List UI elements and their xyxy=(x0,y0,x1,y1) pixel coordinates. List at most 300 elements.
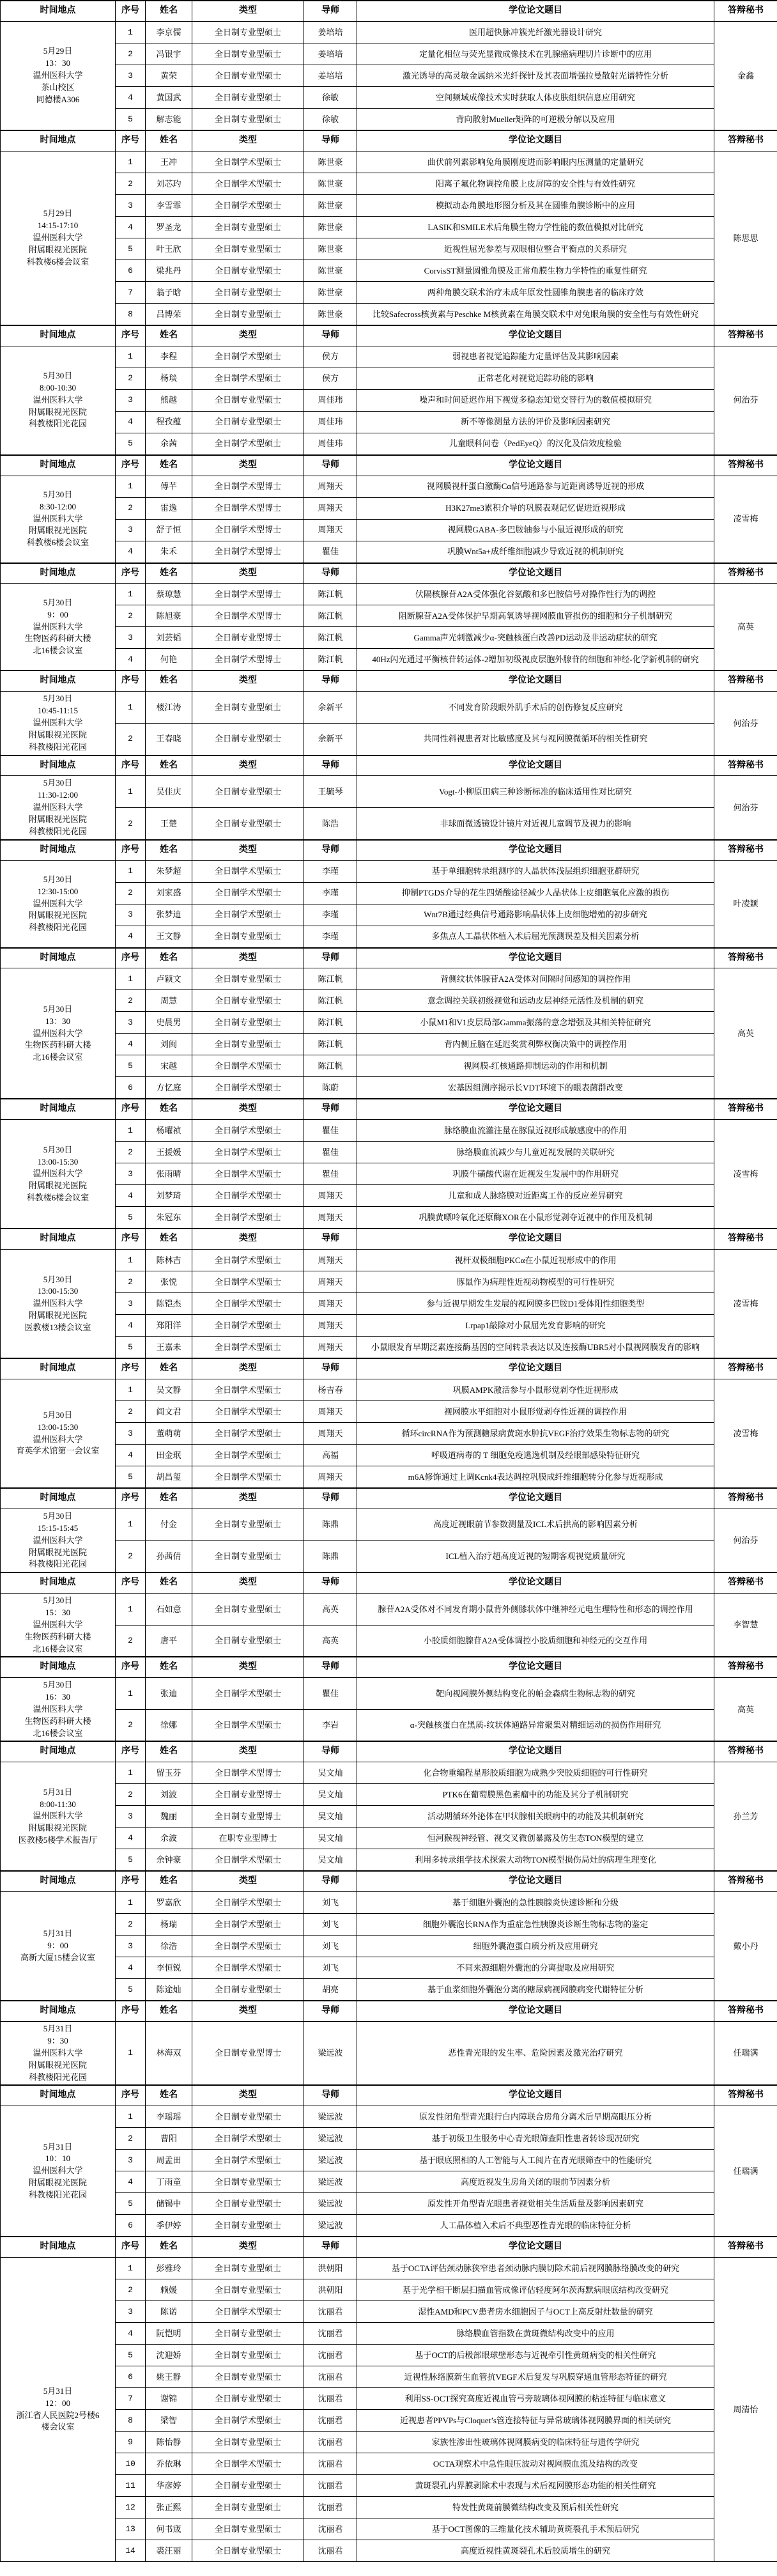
advisor-name-cell: 陈江帆 xyxy=(304,968,357,990)
student-type-cell: 全日制学术型博士 xyxy=(192,497,304,519)
thesis-title-cell: 阳离子氟化物调控角膜上皮屏障的安全性与有效性研究 xyxy=(357,173,714,194)
student-name-cell: 冯银宇 xyxy=(146,43,192,65)
row-number-cell: 11 xyxy=(116,2475,146,2497)
thesis-title-cell: 小鼠M1和V1皮层局部Gamma振荡的意念增强及其相关特征研究 xyxy=(357,1012,714,1034)
time-location-line: 16：30 xyxy=(45,1692,70,1702)
time-location-line: 附属眼视光医院 xyxy=(28,1181,87,1191)
time-location-line: 附属眼视光医院 xyxy=(28,2178,87,2188)
column-header-secretary: 答辩秘书 xyxy=(714,563,777,584)
student-type-cell: 全日制专业型硕士 xyxy=(192,2193,304,2215)
time-location-line: 温州医科大学 xyxy=(33,232,83,242)
time-location-line: 温州医科大学 xyxy=(33,802,83,812)
thesis-title-cell: 非球面微透镜设计镜片对近视儿童调节及视力的影响 xyxy=(357,807,714,839)
student-name-cell: 陈铠杰 xyxy=(146,1293,192,1315)
column-header-title: 学位论文题目 xyxy=(357,130,714,151)
student-name-cell: 熊越 xyxy=(146,389,192,411)
student-type-cell: 全日制专业型硕士 xyxy=(192,389,304,411)
table-row xyxy=(1,1540,777,1572)
column-header-time-location: 时间地点 xyxy=(1,1741,116,1762)
table-row xyxy=(1,1784,777,1806)
column-header-no: 序号 xyxy=(116,756,146,776)
student-name-cell: 张雨晴 xyxy=(146,1163,192,1185)
time-location-line: 附属眼视光医院 xyxy=(28,525,87,536)
section-header-row xyxy=(1,1572,777,1593)
table-row xyxy=(1,260,777,281)
row-number-cell: 7 xyxy=(116,281,146,303)
table-row xyxy=(1,303,777,325)
student-type-cell: 全日制学术型博士 xyxy=(192,476,304,497)
student-name-cell: 赖媛 xyxy=(146,2279,192,2301)
section-header-row xyxy=(1,1099,777,1119)
student-type-cell: 全日制学术型硕士 xyxy=(192,2150,304,2171)
time-location-cell xyxy=(1,584,116,671)
column-header-name: 姓名 xyxy=(146,1099,192,1119)
row-number-cell: 5 xyxy=(116,1849,146,1872)
student-name-cell: 郑阳洋 xyxy=(146,1315,192,1337)
column-header-type: 类型 xyxy=(192,2001,304,2021)
student-name-cell: 刘芯玓 xyxy=(146,173,192,194)
section-header-row xyxy=(1,671,777,691)
thesis-title-cell: 曲伏前列素影响兔角膜刚度进而影响眼内压测量的定量研究 xyxy=(357,151,714,173)
column-header-time-location: 时间地点 xyxy=(1,2085,116,2106)
row-number-cell: 3 xyxy=(116,2301,146,2323)
student-type-cell: 全日制专业型硕士 xyxy=(192,692,304,723)
column-header-name: 姓名 xyxy=(146,563,192,584)
time-location-line: 15：30 xyxy=(45,1607,70,1617)
advisor-name-cell: 陈世豪 xyxy=(304,303,357,325)
student-type-cell: 全日制学术型硕士 xyxy=(192,1678,304,1709)
column-header-title: 学位论文题目 xyxy=(357,1572,714,1593)
student-type-cell: 全日制专业型硕士 xyxy=(192,43,304,65)
column-header-time-location: 时间地点 xyxy=(1,1,116,21)
row-number-cell: 2 xyxy=(116,2279,146,2301)
time-location-line: 温州医科大学 xyxy=(33,2166,83,2176)
time-location-line: 科教楼阳光花园 xyxy=(28,826,87,836)
column-header-title: 学位论文题目 xyxy=(357,1229,714,1249)
student-name-cell: 杨琰 xyxy=(146,368,192,389)
column-header-advisor: 导师 xyxy=(304,325,357,346)
student-name-cell: 徐娜 xyxy=(146,1709,192,1741)
student-type-cell: 全日制学术型硕士 xyxy=(192,1120,304,1142)
column-header-title: 学位论文题目 xyxy=(357,2085,714,2106)
row-number-cell: 3 xyxy=(116,1293,146,1315)
row-number-cell: 3 xyxy=(116,194,146,216)
row-number-cell: 2 xyxy=(116,990,146,1012)
row-number-cell: 5 xyxy=(116,238,146,260)
student-name-cell: 吕博荣 xyxy=(146,303,192,325)
column-header-no: 序号 xyxy=(116,1572,146,1593)
time-location-line: 10：10 xyxy=(45,2153,70,2164)
column-header-no: 序号 xyxy=(116,455,146,476)
time-location-line: 5月29日 xyxy=(43,46,73,56)
thesis-title-cell: 视网膜水平细胞对小鼠形觉剥夺性近视的调控作用 xyxy=(357,1401,714,1423)
column-header-no: 序号 xyxy=(116,1,146,21)
time-location-line: 5月31日 xyxy=(43,2141,73,2152)
row-number-cell: 3 xyxy=(116,1423,146,1445)
time-location-line: 5月31日 xyxy=(43,1787,73,1797)
time-location-line: 5月30日 xyxy=(43,874,73,884)
row-number-cell: 14 xyxy=(116,2540,146,2562)
time-location-line: 5月30日 xyxy=(43,1409,73,1420)
row-number-cell: 8 xyxy=(116,2410,146,2432)
thesis-title-cell: 正常老化对视觉追踪功能的影响 xyxy=(357,368,714,389)
student-name-cell: 舒子恒 xyxy=(146,519,192,541)
student-name-cell: 李京儒 xyxy=(146,21,192,43)
time-location-line: 5月30日 xyxy=(43,694,73,704)
student-type-cell: 全日制专业型硕士 xyxy=(192,2345,304,2366)
student-type-cell: 全日制学术型硕士 xyxy=(192,1892,304,1914)
table-row xyxy=(1,151,777,173)
thesis-title-cell: 脉络膜血管指数在黄斑微结构改变中的应用 xyxy=(357,2323,714,2345)
student-name-cell: 杨曜祯 xyxy=(146,1120,192,1142)
time-location-line: 5月31日 xyxy=(43,2024,73,2034)
table-row xyxy=(1,990,777,1012)
column-header-advisor: 导师 xyxy=(304,1572,357,1593)
time-location-line: 5月30日 xyxy=(43,597,73,607)
thesis-title-cell: 高度近视发生房角关闭的眼前节因素分析 xyxy=(357,2171,714,2193)
table-row xyxy=(1,1077,777,1099)
column-header-title: 学位论文题目 xyxy=(357,1741,714,1762)
schedule-table-body xyxy=(1,1,777,2562)
thesis-title-cell: 视网膜GABA-多巴胺轴参与小鼠近视形成的研究 xyxy=(357,519,714,541)
table-row xyxy=(1,1293,777,1315)
table-row xyxy=(1,1120,777,1142)
table-row xyxy=(1,692,777,723)
table-row xyxy=(1,2323,777,2345)
row-number-cell: 3 xyxy=(116,1012,146,1034)
column-header-title: 学位论文题目 xyxy=(357,1358,714,1379)
student-type-cell: 全日制学术型硕士 xyxy=(192,1185,304,1207)
table-row xyxy=(1,1957,777,1979)
thesis-title-cell: 近视性屈光参差与双眼相位整合平衡点的关系研究 xyxy=(357,238,714,260)
student-type-cell: 全日制学术型硕士 xyxy=(192,2453,304,2475)
table-row xyxy=(1,2150,777,2171)
time-location-line: 温州医科大学 xyxy=(33,1298,83,1308)
thesis-title-cell: 儿童和成人脉络膜对近距离工作的反应差异研究 xyxy=(357,1185,714,1207)
column-header-time-location: 时间地点 xyxy=(1,1657,116,1677)
thesis-title-cell: 噪声和时间延迟作用下视觉多稳态知觉交替行为的数值模拟研究 xyxy=(357,389,714,411)
table-row xyxy=(1,216,777,238)
student-name-cell: 朱冠东 xyxy=(146,1207,192,1229)
time-location-line: 医教楼5楼学术报告厅 xyxy=(18,1835,98,1845)
student-type-cell: 全日制专业型博士 xyxy=(192,2022,304,2086)
row-number-cell: 1 xyxy=(116,860,146,882)
thesis-title-cell: 基于OCT的后极部眼球壁形态与近视牵引性黄斑病变的相关性研究 xyxy=(357,2345,714,2366)
table-row xyxy=(1,1142,777,1163)
section-header-row xyxy=(1,1871,777,1891)
student-name-cell: 黄荣 xyxy=(146,65,192,86)
column-header-time-location: 时间地点 xyxy=(1,1871,116,1891)
table-row xyxy=(1,1185,777,1207)
row-number-cell: 9 xyxy=(116,2432,146,2453)
row-number-cell: 5 xyxy=(116,1207,146,1229)
column-header-advisor: 导师 xyxy=(304,1657,357,1677)
column-header-no: 序号 xyxy=(116,1099,146,1119)
table-row xyxy=(1,2279,777,2301)
column-header-advisor: 导师 xyxy=(304,2001,357,2021)
student-type-cell: 全日制专业型硕士 xyxy=(192,2432,304,2453)
student-type-cell: 全日制专业型硕士 xyxy=(192,990,304,1012)
row-number-cell: 2 xyxy=(116,1142,146,1163)
student-name-cell: 王春晓 xyxy=(146,723,192,755)
student-name-cell: 谢锦 xyxy=(146,2388,192,2410)
row-number-cell: 4 xyxy=(116,541,146,563)
thesis-title-cell: CorvisST测量圆锥角膜及正常角膜生物力学特性的重复性研究 xyxy=(357,260,714,281)
thesis-title-cell: 背内侧丘脑在延迟奖赏利弊权衡决策中的调控作用 xyxy=(357,1034,714,1055)
student-type-cell: 全日制学术型硕士 xyxy=(192,882,304,904)
student-name-cell: 王文静 xyxy=(146,926,192,948)
student-type-cell: 全日制专业型硕士 xyxy=(192,1594,304,1625)
student-name-cell: 华彦婷 xyxy=(146,2475,192,2497)
advisor-name-cell: 陈世豪 xyxy=(304,173,357,194)
row-number-cell: 12 xyxy=(116,2497,146,2518)
section-header-row xyxy=(1,948,777,968)
student-type-cell: 全日制学术型硕士 xyxy=(192,2410,304,2432)
time-location-cell xyxy=(1,1250,116,1359)
time-location-line: 13：30 xyxy=(45,58,70,68)
column-header-secretary: 答辩秘书 xyxy=(714,948,777,968)
thesis-title-cell: 参与近视早期发生发展的视网膜多巴胺D1受体阳性细胞类型 xyxy=(357,1293,714,1315)
thesis-title-cell: 新不等像测量方法的评价及影响因素研究 xyxy=(357,411,714,433)
student-name-cell: 宋越 xyxy=(146,1055,192,1077)
row-number-cell: 4 xyxy=(116,2323,146,2345)
column-header-type: 类型 xyxy=(192,1099,304,1119)
student-name-cell: 王楚 xyxy=(146,807,192,839)
time-location-line: 北16楼会议室 xyxy=(33,1643,83,1654)
column-header-advisor: 导师 xyxy=(304,671,357,691)
table-row xyxy=(1,2497,777,2518)
advisor-name-cell: 侯方 xyxy=(304,346,357,368)
column-header-name: 姓名 xyxy=(146,1358,192,1379)
column-header-time-location: 时间地点 xyxy=(1,2237,116,2257)
time-location-line: 医教楼13楼会议室 xyxy=(24,1323,91,1332)
student-name-cell: 方忆庭 xyxy=(146,1077,192,1099)
time-location-line: 5月30日 xyxy=(43,489,73,499)
row-number-cell: 5 xyxy=(116,108,146,130)
column-header-title: 学位论文题目 xyxy=(357,563,714,584)
section-header-row xyxy=(1,455,777,476)
row-number-cell: 5 xyxy=(116,433,146,455)
table-row xyxy=(1,1678,777,1709)
thesis-title-cell: 恒河猴视神经管、视交叉微创暴露及仿生态TON模型的建立 xyxy=(357,1827,714,1849)
student-type-cell: 全日制学术型硕士 xyxy=(192,433,304,455)
row-number-cell: 1 xyxy=(116,2106,146,2128)
advisor-name-cell: 周翔天 xyxy=(304,1250,357,1271)
student-type-cell: 全日制专业型硕士 xyxy=(192,1012,304,1034)
student-type-cell: 在职专业型博士 xyxy=(192,1827,304,1849)
advisor-name-cell: 周翔天 xyxy=(304,1185,357,1207)
time-location-cell xyxy=(1,151,116,325)
table-row xyxy=(1,1762,777,1784)
time-location-line: 5月30日 xyxy=(43,1680,73,1690)
section-header-row xyxy=(1,325,777,346)
column-header-no: 序号 xyxy=(116,1358,146,1379)
time-location-line: 楼会议室 xyxy=(41,2422,75,2432)
student-type-cell: 全日制专业型硕士 xyxy=(192,216,304,238)
time-location-line: 5月30日 xyxy=(43,778,73,788)
student-type-cell: 全日制学术型硕士 xyxy=(192,1315,304,1337)
time-location-line: 生物医药科研大楼 xyxy=(24,1716,91,1726)
row-number-cell: 4 xyxy=(116,216,146,238)
column-header-type: 类型 xyxy=(192,1741,304,1762)
column-header-advisor: 导师 xyxy=(304,130,357,151)
student-name-cell: 魏丽 xyxy=(146,1806,192,1827)
student-type-cell: 全日制学术型硕士 xyxy=(192,1379,304,1401)
time-location-line: 15:15-15:45 xyxy=(37,1523,79,1533)
advisor-name-cell: 陈世豪 xyxy=(304,281,357,303)
row-number-cell: 4 xyxy=(116,411,146,433)
advisor-name-cell: 陈江帆 xyxy=(304,990,357,1012)
table-row xyxy=(1,86,777,108)
table-row xyxy=(1,519,777,541)
time-location-line: 附属眼视光医院 xyxy=(28,407,87,417)
thesis-title-cell: 基于初级卫生服务中心青光眼筛查阳性患者转诊现况研究 xyxy=(357,2128,714,2150)
student-type-cell: 全日制专业型硕士 xyxy=(192,1625,304,1657)
student-type-cell: 全日制专业型硕士 xyxy=(192,2106,304,2128)
column-header-title: 学位论文题目 xyxy=(357,1657,714,1677)
secretary-cell: 李智慧 xyxy=(714,1594,777,1657)
student-type-cell: 全日制专业型博士 xyxy=(192,1806,304,1827)
column-header-name: 姓名 xyxy=(146,1741,192,1762)
row-number-cell: 4 xyxy=(116,1957,146,1979)
table-row xyxy=(1,904,777,926)
student-type-cell: 全日制学术型硕士 xyxy=(192,1957,304,1979)
student-type-cell: 全日制学术型硕士 xyxy=(192,1914,304,1936)
advisor-name-cell: 李岩 xyxy=(304,1709,357,1741)
thesis-title-cell: 不同发育阶段眼外肌手术后的创伤修复反应研究 xyxy=(357,692,714,723)
thesis-title-cell: 抑制PTGDS介导的花生四烯酸途径减少人晶状体上皮细胞氧化应激的损伤 xyxy=(357,882,714,904)
time-location-line: 5月30日 xyxy=(43,371,73,381)
column-header-type: 类型 xyxy=(192,1488,304,1509)
secretary-cell: 何治芬 xyxy=(714,1509,777,1573)
advisor-name-cell: 沈丽君 xyxy=(304,2323,357,2345)
advisor-name-cell: 杨吉春 xyxy=(304,1379,357,1401)
time-location-line: 科教楼阳光花园 xyxy=(28,741,87,752)
student-type-cell: 全日制学术型硕士 xyxy=(192,1709,304,1741)
column-header-name: 姓名 xyxy=(146,948,192,968)
thesis-title-cell: 基于单细胞转录组测序的人晶状体浅层组织细胞亚群研究 xyxy=(357,860,714,882)
student-name-cell: 李瑶瑶 xyxy=(146,2106,192,2128)
section-header-row xyxy=(1,2001,777,2021)
student-name-cell: 张迪 xyxy=(146,1678,192,1709)
column-header-secretary: 答辩秘书 xyxy=(714,671,777,691)
table-row xyxy=(1,649,777,671)
row-number-cell: 1 xyxy=(116,2258,146,2279)
column-header-time-location: 时间地点 xyxy=(1,1572,116,1593)
time-location-cell xyxy=(1,1678,116,1742)
thesis-title-cell: 小胶质细胞腺苷A2A受体调控小胶质细胞和神经元的交互作用 xyxy=(357,1625,714,1657)
advisor-name-cell: 梁远波 xyxy=(304,2128,357,2150)
row-number-cell: 2 xyxy=(116,43,146,65)
thesis-title-cell: H3K27me3累积介导的巩膜表观记忆促进近视形成 xyxy=(357,497,714,519)
thesis-title-cell: 基于血浆细胞外囊泡分离的糖尿病视网膜病变代谢特征分析 xyxy=(357,1979,714,2001)
student-type-cell: 全日制学术型硕士 xyxy=(192,1055,304,1077)
thesis-title-cell: 视网膜视杆蛋白激酶Cα信号通路参与近距离诱导近视的形成 xyxy=(357,476,714,497)
time-location-line: 12:30-15:00 xyxy=(37,886,79,896)
advisor-name-cell: 余新平 xyxy=(304,723,357,755)
row-number-cell: 1 xyxy=(116,776,146,807)
secretary-cell: 任瑞满 xyxy=(714,2022,777,2086)
advisor-name-cell: 陈江帆 xyxy=(304,627,357,649)
secretary-cell: 叶凌颖 xyxy=(714,860,777,948)
student-name-cell: 余钟豪 xyxy=(146,1849,192,1872)
thesis-title-cell: Vogt-小柳原田病三种诊断标准的临床适用性对比研究 xyxy=(357,776,714,807)
time-location-cell xyxy=(1,2022,116,2086)
column-header-title: 学位论文题目 xyxy=(357,1099,714,1119)
student-type-cell: 全日制学术型硕士 xyxy=(192,194,304,216)
time-location-line: 温州医科大学 xyxy=(33,1811,83,1821)
table-row xyxy=(1,1466,777,1489)
thesis-title-cell: Gamma声光刺激减少α-突触核蛋白改善PD运动及非运动症状的研究 xyxy=(357,627,714,649)
row-number-cell: 4 xyxy=(116,86,146,108)
advisor-name-cell: 高英 xyxy=(304,1594,357,1625)
thesis-title-cell: 意念调控关联初级视觉和运动皮层神经元活性及机制的研究 xyxy=(357,990,714,1012)
student-type-cell: 全日制专业型硕士 xyxy=(192,2518,304,2540)
thesis-title-cell: 细胞外囊泡长RNA作为重症急性胰腺炎诊断生物标志物的鉴定 xyxy=(357,1914,714,1936)
row-number-cell: 1 xyxy=(116,2022,146,2086)
advisor-name-cell: 陈鼎 xyxy=(304,1540,357,1572)
table-row xyxy=(1,1034,777,1055)
time-location-line: 附属眼视光医院 xyxy=(28,244,87,254)
thesis-title-cell: 背向散射Mueller矩阵的可逆极分解以及应用 xyxy=(357,108,714,130)
table-row xyxy=(1,2258,777,2279)
student-type-cell: 全日制学术型博士 xyxy=(192,605,304,627)
advisor-name-cell: 陈世豪 xyxy=(304,194,357,216)
student-type-cell: 全日制学术型硕士 xyxy=(192,1207,304,1229)
table-row xyxy=(1,2301,777,2323)
advisor-name-cell: 瞿佳 xyxy=(304,1163,357,1185)
thesis-title-cell: 呼吸道病毒的 T 细胞免疫逃逸机制及经眼部感染特征研究 xyxy=(357,1445,714,1466)
column-header-advisor: 导师 xyxy=(304,1099,357,1119)
student-name-cell: 胡昌玺 xyxy=(146,1466,192,1489)
time-location-line: 温州医科大学 xyxy=(33,513,83,524)
thesis-title-cell: 黄斑裂孔内界膜剥除术中表现与术后视网膜形态功能的相关性研究 xyxy=(357,2475,714,2497)
table-row xyxy=(1,882,777,904)
column-header-type: 类型 xyxy=(192,455,304,476)
advisor-name-cell: 周翔天 xyxy=(304,1466,357,1489)
thesis-title-cell: 活动期循环外泌体在甲状腺相关眼病中的功能及其机制研究 xyxy=(357,1806,714,1827)
column-header-no: 序号 xyxy=(116,671,146,691)
advisor-name-cell: 梁远波 xyxy=(304,2215,357,2237)
row-number-cell: 4 xyxy=(116,1185,146,1207)
advisor-name-cell: 洪朝阳 xyxy=(304,2279,357,2301)
student-name-cell: 何书宬 xyxy=(146,2518,192,2540)
thesis-title-cell: 巩膜牛磺酸代谢在近视发生发展中的作用研究 xyxy=(357,1163,714,1185)
time-location-cell xyxy=(1,860,116,948)
student-name-cell: 吴文静 xyxy=(146,1379,192,1401)
row-number-cell: 6 xyxy=(116,2366,146,2388)
student-type-cell: 全日制学术型硕士 xyxy=(192,1250,304,1271)
thesis-title-cell: α-突触核蛋白在黑质-纹状体通路异常聚集对精细运动的损伤作用研究 xyxy=(357,1709,714,1741)
column-header-secretary: 答辩秘书 xyxy=(714,1358,777,1379)
table-row xyxy=(1,281,777,303)
student-name-cell: 田金珉 xyxy=(146,1445,192,1466)
advisor-name-cell: 沈丽君 xyxy=(304,2345,357,2366)
student-name-cell: 彭雅玲 xyxy=(146,2258,192,2279)
student-name-cell: 李雪霏 xyxy=(146,194,192,216)
table-row xyxy=(1,2518,777,2540)
column-header-time-location: 时间地点 xyxy=(1,1099,116,1119)
table-row xyxy=(1,173,777,194)
student-type-cell: 全日制学术型硕士 xyxy=(192,151,304,173)
student-name-cell: 刘家盛 xyxy=(146,882,192,904)
student-name-cell: 曹阳 xyxy=(146,2128,192,2150)
advisor-name-cell: 高福 xyxy=(304,1445,357,1466)
row-number-cell: 2 xyxy=(116,1625,146,1657)
column-header-title: 学位论文题目 xyxy=(357,2001,714,2021)
column-header-secretary: 答辩秘书 xyxy=(714,1488,777,1509)
thesis-title-cell: 腺苷A2A受体对不同发育期小鼠背外侧膝状体中继神经元电生理特性和形态的调控作用 xyxy=(357,1594,714,1625)
